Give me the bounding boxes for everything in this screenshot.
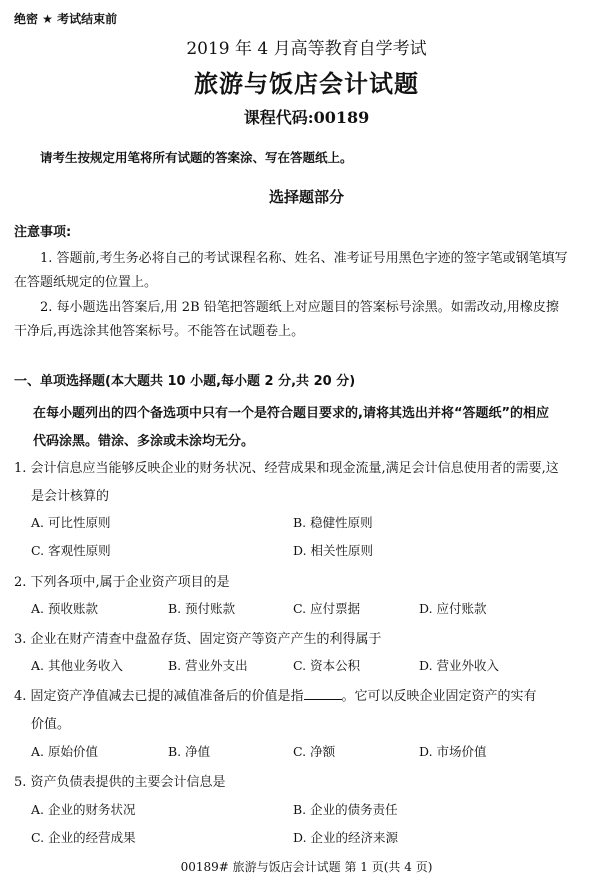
question-2-stem: 2. 下列各项中,属于企业资产项目的是 bbox=[14, 575, 230, 590]
question-4-stem-cont: 价值。 bbox=[31, 717, 71, 732]
question-3-option-d: D. 营业外收入 bbox=[419, 658, 500, 673]
question-1-option-c: C. 客观性原则 bbox=[31, 543, 111, 558]
question-4-stem-part-b: 。它可以反映企业固定资产的实有 bbox=[341, 689, 537, 704]
question-1-option-a: A. 可比性原则 bbox=[31, 515, 111, 530]
part1-heading: 一、单项选择题(本大题共 10 小题,每小题 2 分,共 20 分) bbox=[14, 374, 356, 389]
question-2-option-c: C. 应付票据 bbox=[293, 601, 361, 616]
page-footer: 00189# 旅游与饭店会计试题 第 1 页(共 4 页) bbox=[180, 860, 433, 874]
question-1-stem-cont: 是会计核算的 bbox=[31, 489, 110, 504]
question-4-stem bbox=[14, 685, 537, 704]
question-2-option-d: D. 应付账款 bbox=[419, 601, 487, 616]
notes-heading: 注意事项: bbox=[14, 225, 72, 240]
question-3-option-c: C. 资本公积 bbox=[293, 658, 361, 673]
question-3-option-b: B. 营业外支出 bbox=[168, 658, 248, 673]
question-1-stem: 1. 会计信息应当能够反映企业的财务状况、经营成果和现金流量,满足会计信息使用者的需要,这 bbox=[14, 461, 559, 476]
answer-instruction: 请考生按规定用笔将所有试题的答案涂、写在答题纸上。 bbox=[40, 150, 353, 165]
exam-session: 2019 年 4 月高等教育自学考试 bbox=[186, 39, 427, 59]
confidential-label: 绝密 ★ 考试结束前 bbox=[14, 12, 118, 26]
note-item-2-cont: 干净后,再选涂其他答案标号。不能答在试题卷上。 bbox=[14, 324, 305, 339]
question-3-option-a: A. 其他业务收入 bbox=[31, 658, 123, 673]
answer-blank bbox=[304, 687, 342, 700]
question-4-option-d: D. 市场价值 bbox=[419, 744, 487, 759]
page-title: 旅游与饭店会计试题 bbox=[194, 70, 419, 98]
note-item-1: 1. 答题前,考生务必将自己的考试课程名称、姓名、准考证号用黑色字迹的签字笔或钢笔填写 bbox=[40, 251, 568, 266]
question-1-option-d: D. 相关性原则 bbox=[293, 543, 374, 558]
note-item-1-cont: 在答题纸规定的位置上。 bbox=[14, 275, 158, 290]
question-4-option-b: B. 净值 bbox=[168, 744, 211, 759]
note-item-2: 2. 每小题选出答案后,用 2B 铅笔把答题纸上对应题目的答案标号涂黑。如需改动,用橡皮擦 bbox=[40, 300, 559, 315]
question-4-option-c: C. 净额 bbox=[293, 744, 336, 759]
section-title: 选择题部分 bbox=[268, 188, 344, 206]
question-2-option-b: B. 预付账款 bbox=[168, 601, 236, 616]
question-2-option-a: A. 预收账款 bbox=[31, 601, 98, 616]
question-1-option-b: B. 稳健性原则 bbox=[293, 515, 373, 530]
course-code: 课程代码:00189 bbox=[243, 108, 370, 127]
question-5-option-b: B. 企业的债务责任 bbox=[293, 802, 398, 817]
question-5-option-a: A. 企业的财务状况 bbox=[31, 802, 136, 817]
question-4-option-a: A. 原始价值 bbox=[31, 744, 98, 759]
part1-description: 在每小题列出的四个备选项中只有一个是符合题目要求的,请将其选出并将“答题纸”的相应 bbox=[33, 406, 550, 421]
part1-description-cont: 代码涂黑。错涂、多涂或未涂均无分。 bbox=[33, 434, 255, 449]
question-4-stem-part-a: 4. 固定资产净值减去已提的减值准备后的价值是指 bbox=[14, 689, 304, 704]
question-5-option-c: C. 企业的经营成果 bbox=[31, 830, 136, 845]
question-3-stem: 3. 企业在财产清查中盘盈存货、固定资产等资产产生的利得属于 bbox=[14, 632, 382, 647]
question-5-stem: 5. 资产负债表提供的主要会计信息是 bbox=[14, 775, 226, 790]
question-5-option-d: D. 企业的经济来源 bbox=[293, 830, 399, 845]
